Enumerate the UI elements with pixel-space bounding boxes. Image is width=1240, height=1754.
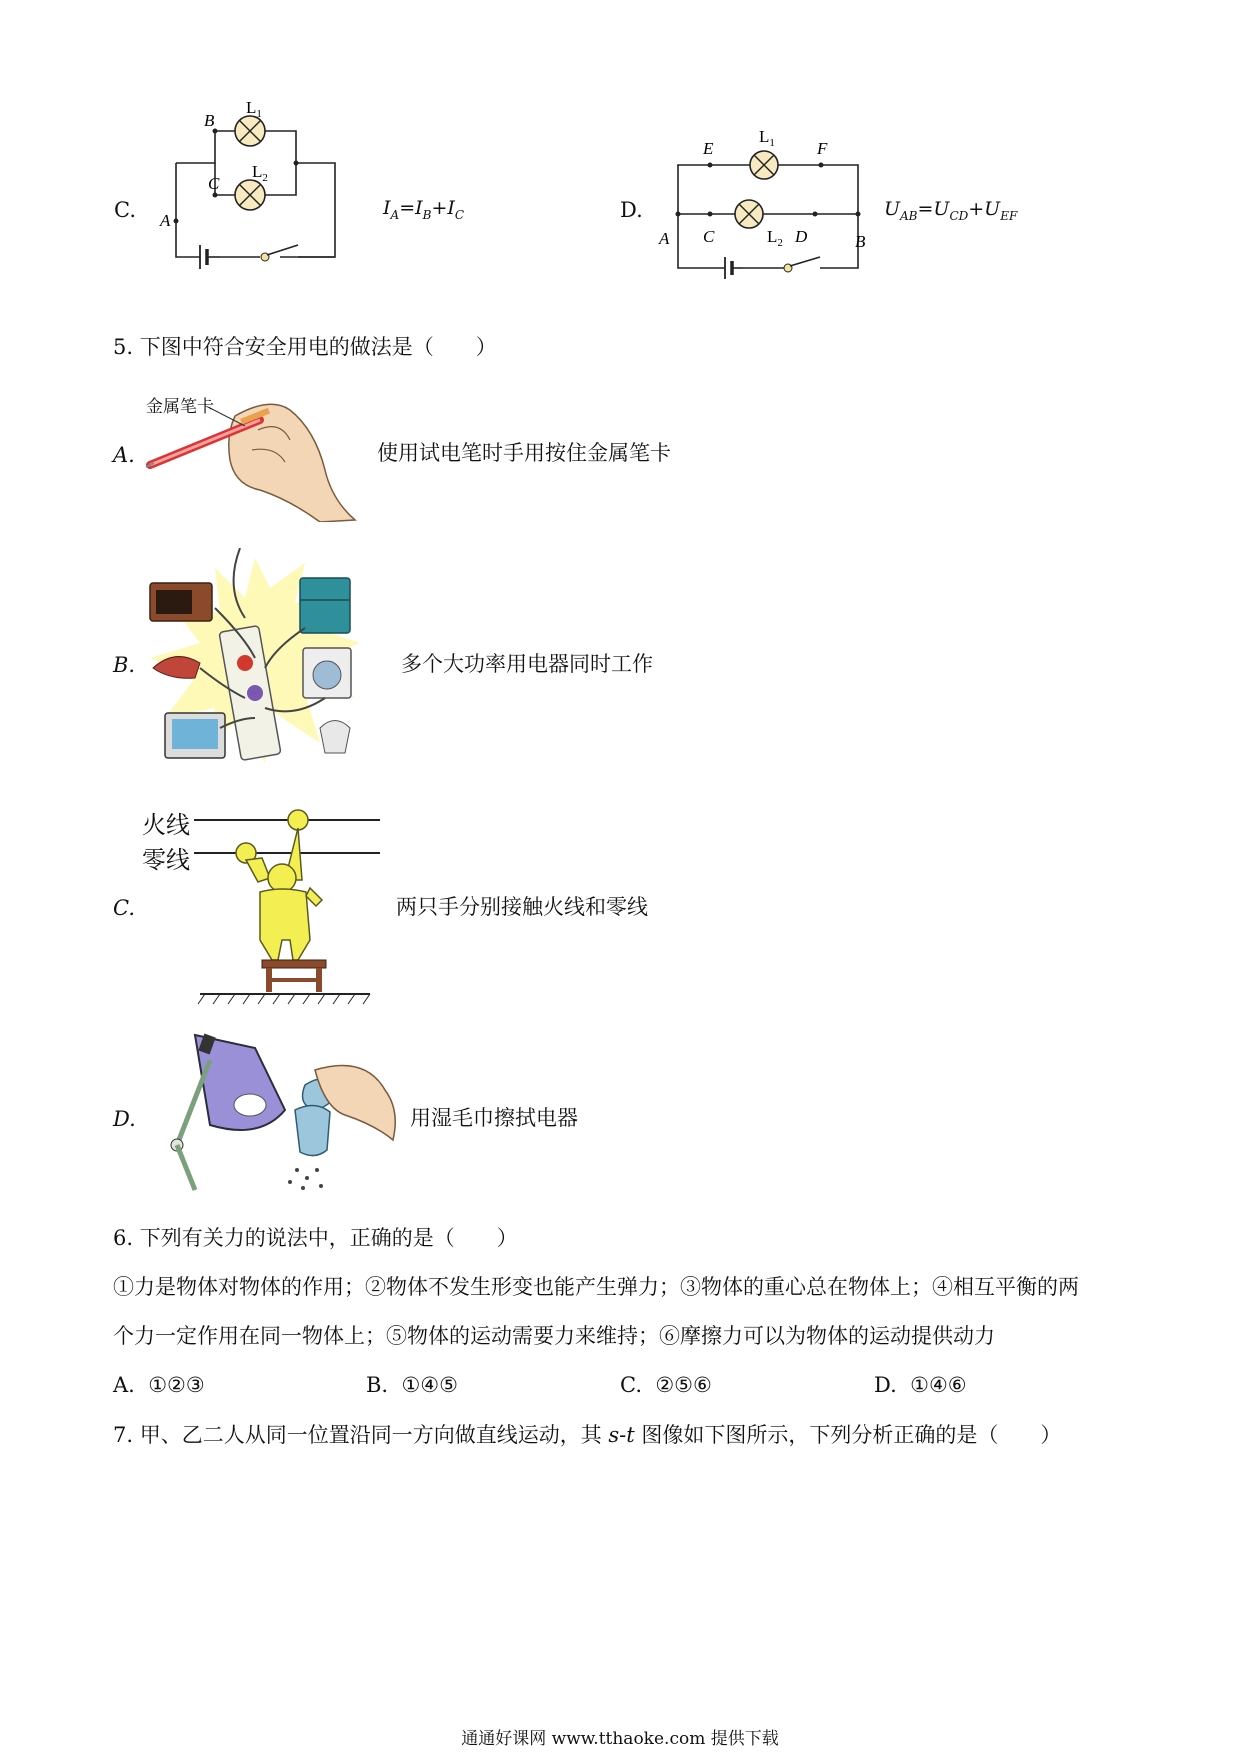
q5-option-a-text: 使用试电笔时手用按住金属笔卡 [377, 441, 671, 465]
q5-option-a-label: A. [113, 443, 135, 467]
q5-option-a-image-label: 金属笔卡 [146, 397, 214, 417]
person-touching-wires-image [190, 800, 390, 1015]
q6-statements-line-2: 个力一定作用在同一物体上；⑤物体的运动需要力来维持；⑥摩擦力可以为物体的运动提供动力 [113, 1324, 995, 1348]
node-a-label: A [659, 229, 670, 248]
page-footer: 通通好课网 www.tthaoke.com 提供下载 [461, 1729, 779, 1749]
lamp-l1-label: $L_1$ [246, 98, 262, 120]
q5-option-d-text: 用湿毛巾擦拭电器 [410, 1106, 578, 1130]
node-b-label: B [855, 232, 866, 251]
q5-option-d-label: D. [113, 1107, 136, 1131]
overloaded-socket-image [145, 548, 380, 773]
q6-option-c: C. ②⑤⑥ [620, 1373, 712, 1397]
node-e-label: E [703, 139, 714, 158]
node-f-label: F [817, 139, 828, 158]
q6-option-a: A. ①②③ [113, 1373, 205, 1397]
q4-option-c-label: C. [114, 198, 136, 222]
q6-option-b: B. ①④⑤ [366, 1373, 458, 1397]
q5-option-b-label: B. [113, 653, 136, 677]
node-a-label: A [160, 211, 171, 230]
circuit-diagram-d [655, 110, 895, 295]
lamp-l1-label: $L_1$ [759, 127, 775, 149]
neutral-wire-label: 零线 [142, 846, 190, 874]
lamp-l2-label: $L_2$ [252, 162, 268, 184]
node-c-label: C [208, 174, 220, 193]
q6-statements-line-1: ①力是物体对物体的作用；②物体不发生形变也能产生弹力；③物体的重心总在物体上；④相互平衡的两 [113, 1275, 1079, 1299]
q6-option-d: D. ①④⑥ [874, 1373, 967, 1397]
q5-option-c-text: 两只手分别接触火线和零线 [396, 895, 648, 919]
lamp-l2-label: $L_2$ [767, 227, 783, 249]
node-d-label: D [795, 227, 808, 246]
q4-option-d-label: D. [620, 198, 643, 222]
q6-stem: 6. 下列有关力的说法中，正确的是（ ） [113, 1226, 518, 1250]
q5-option-b-text: 多个大功率用电器同时工作 [401, 652, 653, 676]
q4-option-c-formula: $I_A=I_B+I_C$ [383, 197, 465, 222]
q5-stem: 5. 下图中符合安全用电的做法是（ ） [113, 335, 497, 359]
q7-stem: 7. 甲、乙二人从同一位置沿同一方向做直线运动，其 s-t 图像如下图所示，下列分析正确的是（ ） [113, 1423, 1062, 1447]
live-wire-label: 火线 [142, 811, 190, 839]
node-b-label: B [204, 111, 215, 130]
wet-towel-lamp-image [165, 1030, 400, 1205]
q5-option-c-label: C. [113, 896, 135, 920]
q4-option-d-formula: $U_{AB}=U_{CD}+U_{EF}$ [884, 198, 1018, 223]
node-c-label: C [703, 227, 715, 246]
